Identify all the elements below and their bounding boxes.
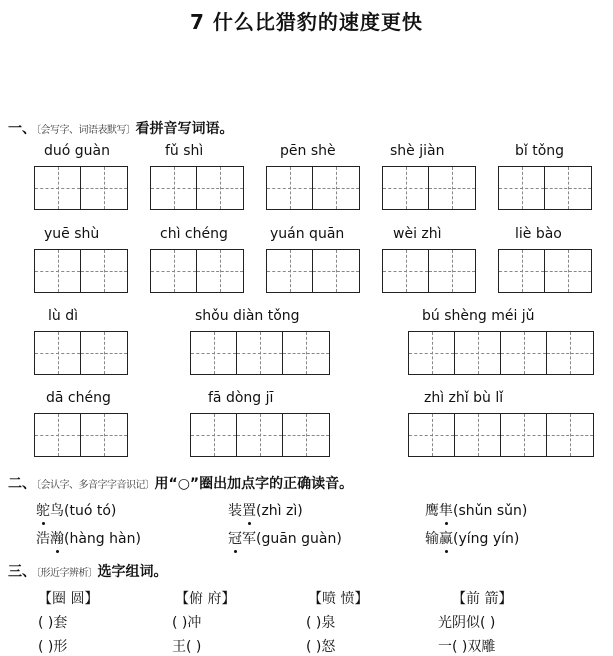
pinyin-label: dā chéng: [46, 390, 111, 406]
writing-grid[interactable]: [34, 249, 128, 293]
reading-item: 冠军(guān guàn): [228, 528, 342, 548]
pinyin-label: duó guàn: [44, 143, 110, 159]
pinyin-label: wèi zhì: [393, 226, 442, 242]
section-2-tag: 〔会认字、多音字字音识记〕: [36, 480, 155, 491]
section-3-tag: 〔形近字辨析〕: [36, 568, 98, 579]
fill-blank[interactable]: ( )泉: [306, 615, 336, 631]
pinyin-label: zhì zhǐ bù lǐ: [424, 390, 504, 406]
char-group-label: 【前 箭】: [452, 591, 513, 607]
writing-grid[interactable]: [408, 413, 594, 457]
section-1-number: 一、: [8, 121, 36, 137]
pinyin-label: chì chéng: [160, 226, 228, 242]
writing-grid[interactable]: [266, 166, 360, 210]
pinyin-label: bǐ tǒng: [515, 143, 565, 159]
pinyin-label: liè bào: [515, 226, 562, 242]
pinyin-label: fā dòng jī: [208, 390, 274, 406]
char-group-label: 【俯 府】: [175, 591, 236, 607]
writing-grid[interactable]: [34, 166, 128, 210]
writing-grid[interactable]: [498, 249, 592, 293]
writing-grid[interactable]: [266, 249, 360, 293]
fill-blank[interactable]: ( )形: [38, 639, 68, 655]
dotted-char: 置: [242, 500, 256, 520]
fill-blank[interactable]: 光阴似( ): [438, 615, 496, 631]
writing-grid[interactable]: [34, 331, 128, 375]
writing-grid[interactable]: [408, 331, 594, 375]
writing-grid[interactable]: [34, 413, 128, 457]
pinyin-label: pēn shè: [280, 143, 336, 159]
fill-blank[interactable]: ( )怒: [306, 639, 336, 655]
reading-item: 鹰隼(shǔn sǔn): [425, 500, 527, 520]
pinyin-label: fǔ shì: [165, 143, 204, 159]
writing-grid[interactable]: [190, 331, 330, 375]
writing-grid[interactable]: [498, 166, 592, 210]
dotted-char: 冠: [228, 528, 242, 548]
writing-grid[interactable]: [150, 249, 244, 293]
fill-blank[interactable]: ( )套: [38, 615, 68, 631]
section-3-instruction: 选字组词。: [97, 564, 168, 580]
pinyin-label: shǒu diàn tǒng: [195, 308, 300, 324]
pinyin-label: lù dì: [48, 308, 78, 324]
dotted-char: 瀚: [50, 528, 64, 548]
dotted-char: 隼: [439, 500, 453, 520]
section-2-instruction: 用“○”圈出加点字的正确读音。: [154, 476, 354, 492]
pinyin-label: shè jiàn: [390, 143, 445, 159]
writing-grid[interactable]: [190, 413, 330, 457]
page-title: 7 什么比猎豹的速度更快: [190, 10, 423, 34]
section-2-number: 二、: [8, 476, 36, 492]
pinyin-label: yuē shù: [44, 226, 100, 242]
reading-item: 浩瀚(hàng hàn): [36, 528, 141, 548]
reading-item: 鸵鸟(tuó tó): [36, 500, 116, 520]
reading-item: 装置(zhì zì): [228, 500, 303, 520]
section-1-instruction: 看拼音写词语。: [135, 121, 234, 137]
section-3-number: 三、: [8, 564, 36, 580]
section-2-heading: [8, 473, 353, 493]
dotted-char: 赢: [439, 528, 453, 548]
char-group-label: 【喷 愤】: [308, 591, 369, 607]
reading-item: 输赢(yíng yín): [425, 528, 519, 548]
section-1-tag: 〔会写字、词语表默写〕: [36, 125, 136, 136]
dotted-char: 鸵: [36, 500, 50, 520]
section-1-heading: [8, 118, 234, 138]
fill-blank[interactable]: ( )冲: [172, 615, 202, 631]
writing-grid[interactable]: [382, 166, 476, 210]
writing-grid[interactable]: [382, 249, 476, 293]
fill-blank[interactable]: 王( ): [172, 639, 202, 655]
fill-blank[interactable]: 一( )双雕: [438, 639, 496, 655]
writing-grid[interactable]: [150, 166, 244, 210]
pinyin-label: bú shèng méi jǔ: [422, 308, 535, 324]
char-group-label: 【圈 圆】: [38, 591, 99, 607]
section-3-heading: [8, 561, 168, 581]
pinyin-label: yuán quān: [270, 226, 345, 242]
